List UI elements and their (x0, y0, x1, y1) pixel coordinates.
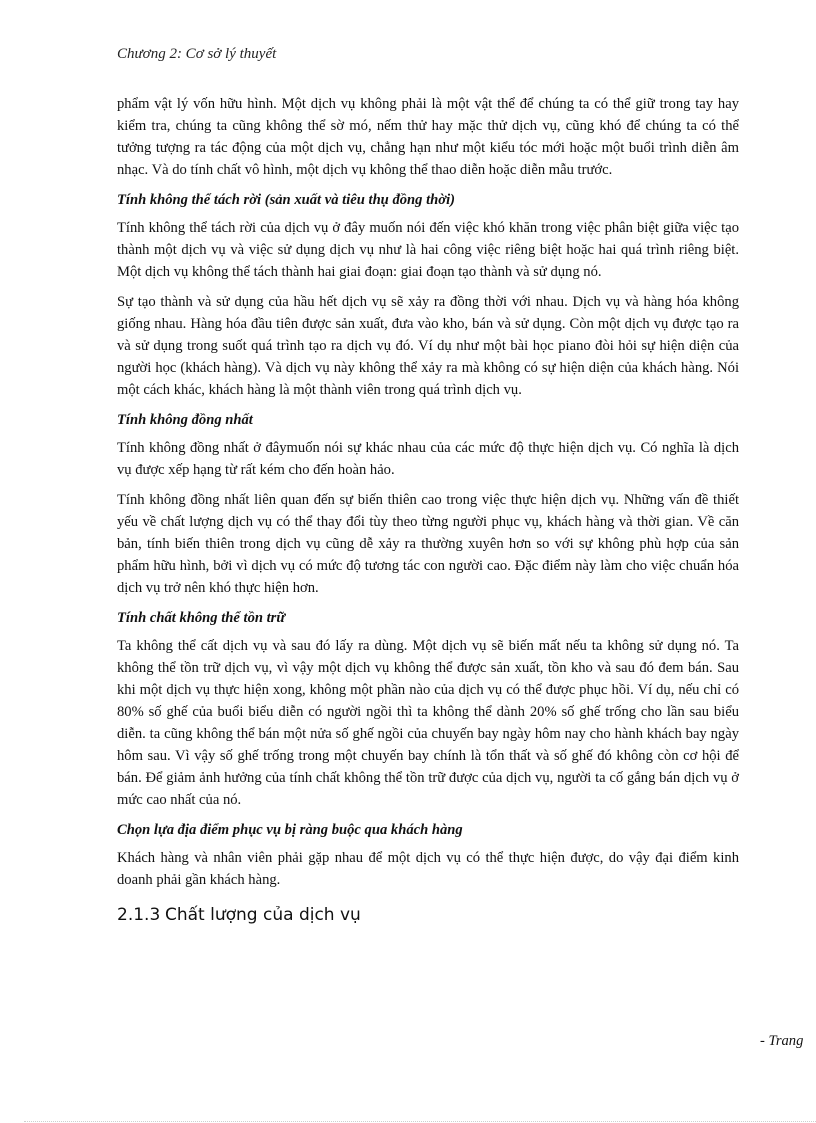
subheading-perishability: Tính chất không thể tồn trữ (117, 610, 286, 626)
section-number: 2.1.3 (117, 905, 161, 925)
section-heading (117, 903, 739, 927)
subheading-inseparability: Tính không thể tách rời (sản xuất và tiêu thụ đồng thời) (117, 192, 456, 208)
paragraph-intangibility-cont: phẩm vật lý vốn hữu hình. Một dịch vụ không phải là một vật thể để chúng ta có thể giữ trong tay hay kiểm tra, chúng ta cũng không thể sờ mó, nếm thử hay mặc thử dịch vụ, cũng khó để chúng ta có thể tưởng tượng ra tác động của một dịch vụ, chẳng hạn như một kiểu tóc mới hoặc một buổi trình diễn âm nhạc. Và do tính chất vô hình, một dịch vụ không thể thao diễn hoặc diễn mẫu trước. (117, 96, 739, 178)
paragraph-location: Khách hàng và nhân viên phải gặp nhau để một dịch vụ có thể thực hiện được, do vậy đại điểm kinh doanh phải gần khách hàng. (117, 850, 739, 888)
paragraph-inseparability-2: Sự tạo thành và sử dụng của hầu hết dịch vụ sẽ xảy ra đồng thời với nhau. Dịch vụ và hàng hóa không giống nhau. Hàng hóa đầu tiên được sản xuất, đưa vào kho, bán và sử dụng. Còn một dịch vụ được tạo ra và sử dụng trong suốt quá trình tạo ra dịch vụ đó. Ví dụ như một bài học piano đòi hỏi sự hiện diện của người học (khách hàng). Và dịch vụ này không thể xảy ra mà không có sự hiện diện của khách hàng. Nói một cách khác, khách hàng là một thành viên trong quá trình dịch vụ. (117, 294, 739, 398)
running-header: Chương 2: Cơ sở lý thuyết (117, 46, 277, 62)
subheading-location: Chọn lựa địa điểm phục vụ bị ràng buộc qua khách hàng (117, 822, 463, 838)
paragraph-heterogeneity-2: Tính không đồng nhất liên quan đến sự biến thiên cao trong việc thực hiện dịch vụ. Những vấn đề thiết yếu về chất lượng dịch vụ có thể thay đổi tùy theo từng người phục vụ, khách hàng và thời gian. Về căn bản, tính biến thiên trong dịch vụ cũng dễ xảy ra thường xuyên hơn so với sự không phù hợp của sản phẩm hữu hình, bởi vì dịch vụ có mức độ tương tác con người cao. Đặc điểm này làm cho việc chuẩn hóa dịch vụ trở nên khó thực hiện hơn. (117, 492, 739, 596)
page-bottom-divider (24, 1121, 816, 1122)
section-title: Chất lượng của dịch vụ (165, 905, 361, 925)
page-body (117, 93, 739, 927)
paragraph-heterogeneity-1: Tính không đồng nhất ở đâymuốn nói sự khác nhau của các mức độ thực hiện dịch vụ. Có nghĩa là dịch vụ được xếp hạng từ rất kém cho đến hoàn hảo. (117, 440, 739, 478)
subheading-heterogeneity: Tính không đồng nhất (117, 412, 253, 428)
page-footer: - Trang (760, 1033, 804, 1049)
paragraph-inseparability-1: Tính không thể tách rời của dịch vụ ở đây muốn nói đến việc khó khăn trong việc phân biệt giữa việc tạo thành một dịch vụ và việc sử dụng dịch vụ như là hai công việc riêng biệt hoặc hai quá trình riêng biệt. Một dịch vụ không thể tách thành hai giai đoạn: giai đoạn tạo thành và sử dụng nó. (117, 220, 739, 280)
paragraph-perishability: Ta không thể cất dịch vụ và sau đó lấy ra dùng. Một dịch vụ sẽ biến mất nếu ta không sử dụng nó. Ta không thể tồn trữ dịch vụ, vì vậy một dịch vụ không thể được sản xuất, tồn kho và sau đó đem bán. Sau khi một dịch vụ thực hiện xong, không một phần nào của dịch vụ có thể được phục hồi. Ví dụ, nếu chỉ có 80% số ghế của buổi biểu diễn có người ngồi thì ta không thể dành 20% số ghế trống cho lần sau biểu diễn. ta cũng không thể bán một nửa số ghế ngồi của chuyến bay ngày hôm nay cho hành khách bay ngày hôm sau. Vì vậy số ghế trống trong một chuyến bay chính là tổn thất và số ghế đó không còn cơ hội để bán. Để giảm ảnh hưởng của tính chất không thể tồn trữ được của dịch vụ, người ta cố gắng bán dịch vụ ở mức cao nhất của nó. (117, 638, 739, 808)
